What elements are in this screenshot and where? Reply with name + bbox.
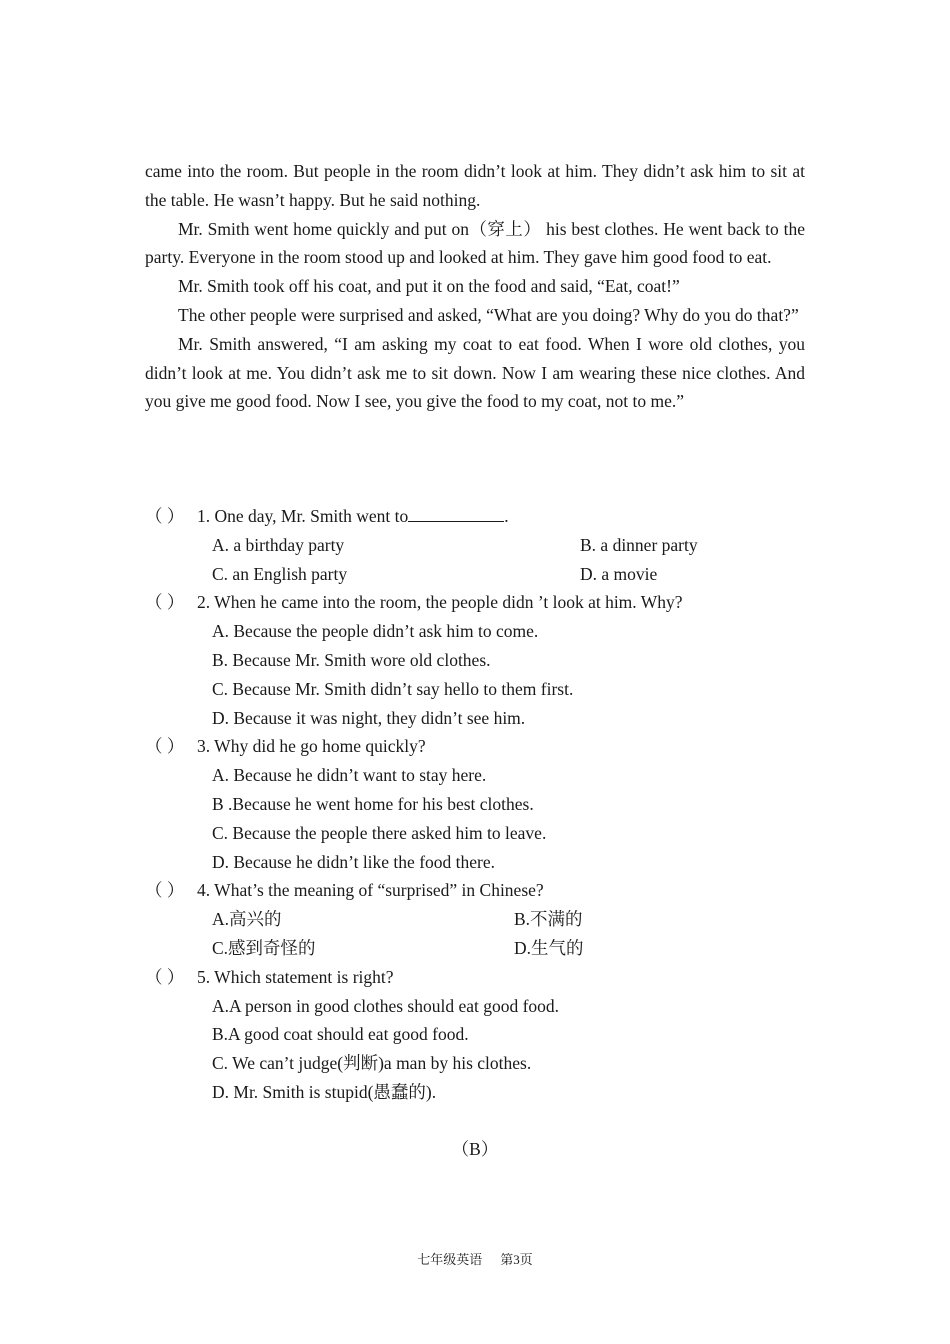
question-text: 3. Why did he go home quickly? bbox=[197, 736, 426, 757]
option-row bbox=[145, 531, 805, 560]
option-b: B. a dinner party bbox=[580, 534, 698, 555]
option-c: C.感到奇怪的 bbox=[212, 937, 316, 958]
option-d: D. a movie bbox=[580, 563, 658, 584]
option-row bbox=[145, 560, 805, 589]
question-text: 5. Which statement is right? bbox=[197, 966, 394, 987]
option-a: A.高兴的 bbox=[212, 909, 282, 930]
passage-paragraph: came into the room. But people in the room didn’t look at him. They didn’t ask him to sit at the table. He wasn’t happy. But he said nothing. bbox=[145, 161, 805, 210]
option-c: C. Because Mr. Smith didn’t say hello to them first. bbox=[212, 678, 574, 699]
passage-paragraph: Mr. Smith went home quickly and put on（穿上） his best clothes. He went back to the party. Everyone in the room stood up and looked at him. They gave him good food to eat. bbox=[145, 218, 805, 268]
question-text: 1. One day, Mr. Smith went to bbox=[197, 506, 409, 526]
option-a: A. Because the people didn’t ask him to come. bbox=[212, 621, 539, 642]
section-heading: （B） bbox=[451, 1139, 499, 1159]
answer-blank[interactable] bbox=[408, 503, 504, 522]
option-b: B.A good coat should eat good food. bbox=[212, 1024, 469, 1045]
option-b: B. Because Mr. Smith wore old clothes. bbox=[212, 649, 491, 670]
question-stem bbox=[145, 732, 805, 761]
question-stem bbox=[145, 876, 805, 905]
question-text-end: . bbox=[504, 506, 509, 526]
option-d: D. Mr. Smith is stupid(愚蠢的). bbox=[212, 1081, 437, 1102]
answer-bracket[interactable]: （ ） bbox=[145, 966, 185, 987]
page-footer bbox=[0, 1249, 950, 1268]
option-d: D. Because he didn’t like the food there. bbox=[212, 851, 495, 872]
option-c: C. Because the people there asked him to leave. bbox=[212, 822, 547, 843]
question-list bbox=[145, 502, 805, 1107]
option-row bbox=[145, 905, 805, 934]
question-2 bbox=[145, 588, 805, 732]
answer-bracket[interactable]: （ ） bbox=[145, 506, 185, 526]
question-1 bbox=[145, 502, 805, 588]
option-c: C. We can’t judge(判断)a man by his clothes. bbox=[212, 1053, 532, 1074]
option-row bbox=[145, 934, 805, 963]
question-4 bbox=[145, 876, 805, 962]
passage-paragraph: The other people were surprised and asked, “What are you doing? Why do you do that?” bbox=[178, 304, 799, 325]
question-stem bbox=[145, 502, 805, 531]
question-stem bbox=[145, 963, 805, 992]
question-text: 2. When he came into the room, the people didn ’t look at him. Why? bbox=[197, 592, 683, 613]
question-text: 4. What’s the meaning of “surprised” in Chinese? bbox=[197, 880, 544, 901]
option-a: A. a birthday party bbox=[212, 534, 345, 555]
option-b: B .Because he went home for his best clothes. bbox=[212, 793, 534, 814]
option-a: A. Because he didn’t want to stay here. bbox=[212, 765, 487, 786]
question-stem bbox=[145, 588, 805, 617]
option-b: B.不满的 bbox=[514, 909, 583, 930]
answer-bracket[interactable]: （ ） bbox=[145, 736, 185, 757]
reading-passage bbox=[145, 157, 805, 416]
option-c: C. an English party bbox=[212, 563, 348, 584]
passage-paragraph: Mr. Smith answered, “I am asking my coat to eat food. When I wore old clothes, you didn’t look at me. You didn’t ask me to sit down. Now I am wearing these nice clothes. And you give me good food. Now I see, you give the food to my coat, not to me.” bbox=[145, 333, 805, 412]
option-d: D. Because it was night, they didn’t see him. bbox=[212, 707, 526, 728]
option-a: A.A person in good clothes should eat good food. bbox=[212, 995, 560, 1016]
answer-bracket[interactable]: （ ） bbox=[145, 592, 185, 613]
passage-paragraph: Mr. Smith took off his coat, and put it on the food and said, “Eat, coat!” bbox=[178, 276, 680, 297]
footer-subject: 七年级英语 bbox=[417, 1252, 483, 1267]
question-5 bbox=[145, 963, 805, 1107]
question-3 bbox=[145, 732, 805, 876]
option-d: D.生气的 bbox=[514, 937, 584, 958]
answer-bracket[interactable]: （ ） bbox=[145, 880, 185, 901]
footer-page-number: 第3页 bbox=[500, 1252, 533, 1267]
